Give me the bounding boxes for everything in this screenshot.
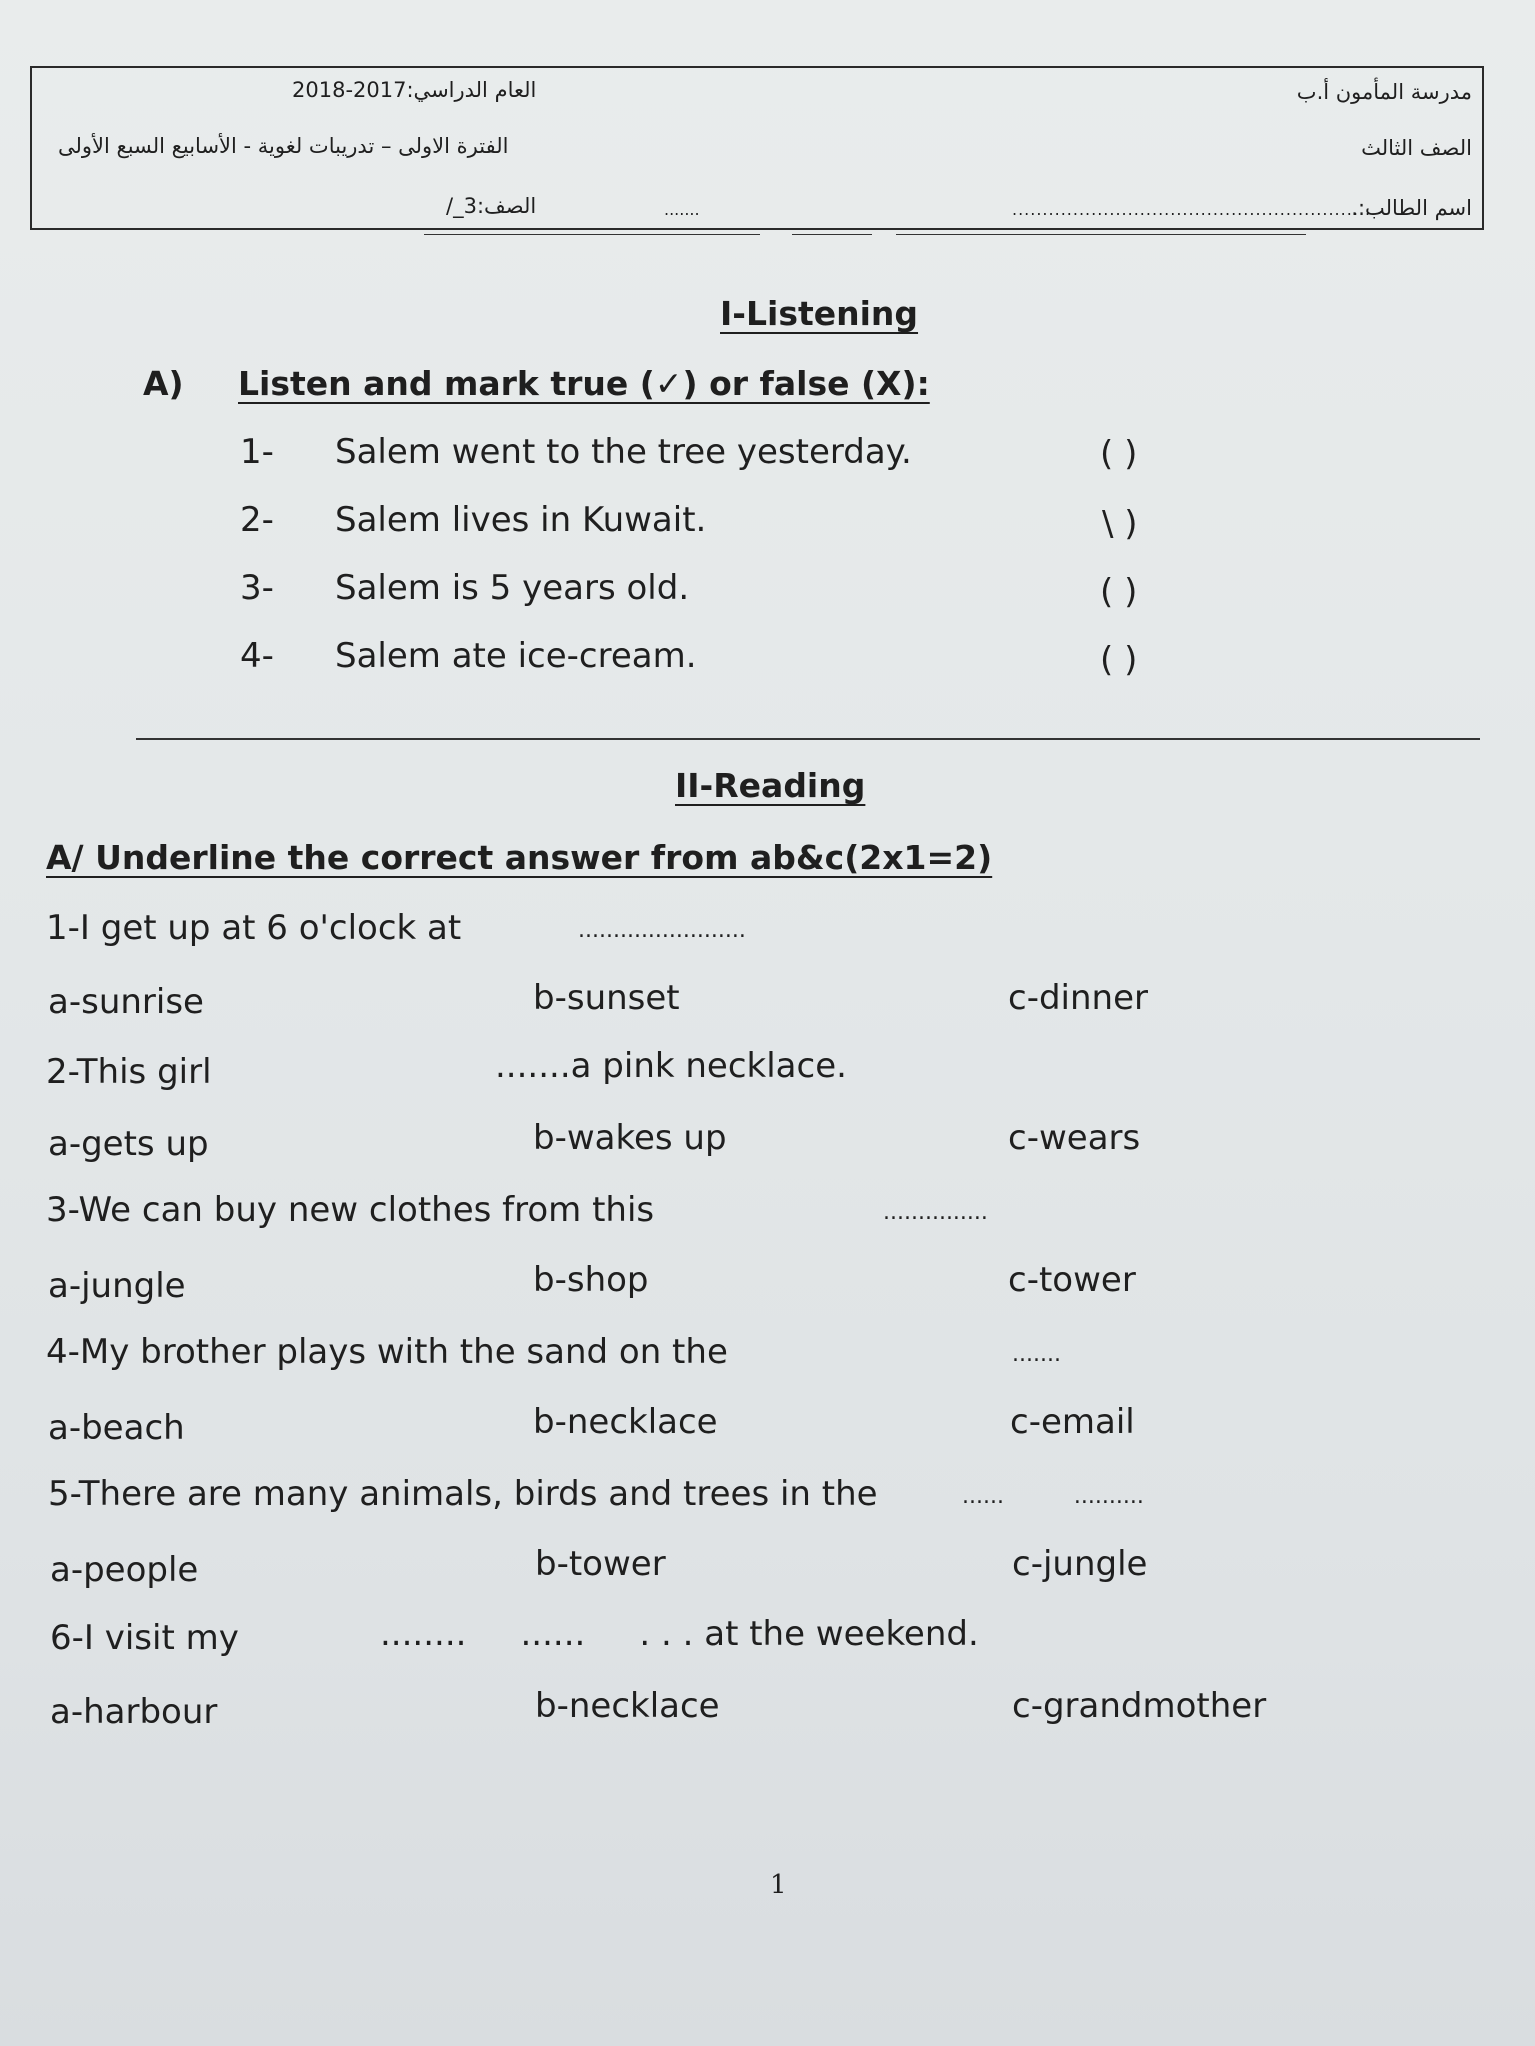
page-number: 1	[770, 1870, 787, 1900]
question-3-choice-a[interactable]: a-jungle	[48, 1266, 186, 1306]
class-label: الصف:3_/	[446, 194, 537, 218]
question-6-choice-a[interactable]: a-harbour	[50, 1692, 218, 1732]
listening-instruction: Listen and mark true (✓) or false (X):	[238, 364, 930, 403]
listening-item-4-num: 4-	[240, 636, 274, 676]
question-2-choice-c[interactable]: c-wears	[1008, 1118, 1141, 1158]
question-6-choice-c[interactable]: c-grandmother	[1012, 1686, 1267, 1726]
section-divider	[136, 738, 1480, 740]
question-1-text: 1-I get up at 6 o'clock at	[46, 908, 462, 948]
listening-item-1-text: Salem went to the tree yesterday.	[335, 432, 912, 472]
question-2-blank[interactable]: .......a pink necklace.	[495, 1046, 847, 1086]
listening-item-1-num: 1-	[240, 432, 274, 472]
question-1-choice-c[interactable]: c-dinner	[1008, 978, 1148, 1018]
question-4-text: 4-My brother plays with the sand on the	[46, 1332, 728, 1372]
question-4-choice-a[interactable]: a-beach	[48, 1408, 185, 1448]
question-3-choice-b[interactable]: b-shop	[533, 1260, 649, 1300]
grade: الصف الثالث	[1361, 136, 1472, 160]
listening-item-1-answer[interactable]: ( )	[1100, 434, 1138, 474]
student-name-dots: ...........................................................	[1012, 200, 1372, 219]
question-2-text: 2-This girl	[46, 1052, 212, 1092]
listening-part-label: A)	[143, 364, 184, 403]
question-3-blank[interactable]: ...............	[883, 1200, 988, 1225]
question-2-choice-a[interactable]: a-gets up	[48, 1124, 209, 1164]
school-name: مدرسة المأمون أ.ب	[1296, 80, 1472, 104]
reading-instruction: A/ Underline the correct answer from ab&c(2x1=2)	[46, 838, 993, 877]
question-6-blank[interactable]: ........ ...... . . . at the weekend.	[380, 1614, 979, 1654]
class-line-2	[792, 234, 872, 235]
question-4-blank[interactable]: .......	[1012, 1342, 1061, 1367]
question-1-choice-a[interactable]: a-sunrise	[48, 982, 204, 1022]
listening-item-2-text: Salem lives in Kuwait.	[335, 500, 707, 540]
listening-item-4-text: Salem ate ice-cream.	[335, 636, 697, 676]
question-3-choice-c[interactable]: c-tower	[1008, 1260, 1136, 1300]
question-1-choice-b[interactable]: b-sunset	[533, 978, 680, 1018]
question-5-text: 5-There are many animals, birds and trees in the	[48, 1474, 878, 1514]
question-5-choice-a[interactable]: a-people	[50, 1550, 199, 1590]
question-3-text: 3-We can buy new clothes from this	[46, 1190, 655, 1230]
question-5-choice-c[interactable]: c-jungle	[1012, 1544, 1148, 1584]
listening-item-3-text: Salem is 5 years old.	[335, 568, 690, 608]
question-6-text: 6-I visit my	[50, 1618, 239, 1658]
name-line	[896, 234, 1306, 235]
student-name-label: اسم الطالب:.	[1351, 196, 1472, 220]
question-5-choice-b[interactable]: b-tower	[535, 1544, 666, 1584]
class-line	[424, 234, 760, 235]
question-5-blank[interactable]: ...... ..........	[962, 1484, 1144, 1509]
academic-year: العام الدراسي:2017-2018	[292, 78, 537, 102]
listening-item-2-answer[interactable]: \ )	[1102, 504, 1138, 544]
listening-title: I-Listening	[720, 294, 919, 333]
class-dots: .......	[664, 200, 700, 219]
question-6-choice-b[interactable]: b-necklace	[535, 1686, 720, 1726]
reading-title: II-Reading	[675, 766, 866, 805]
question-4-choice-c[interactable]: c-email	[1010, 1402, 1135, 1442]
question-1-blank[interactable]: ........................	[578, 918, 746, 943]
listening-item-3-answer[interactable]: ( )	[1100, 572, 1138, 612]
listening-item-4-answer[interactable]: ( )	[1100, 640, 1138, 680]
listening-item-2-num: 2-	[240, 500, 274, 540]
period-title: الفترة الاولى – تدريبات لغوية - الأسابيع السبع الأولى	[58, 134, 509, 158]
question-4-choice-b[interactable]: b-necklace	[533, 1402, 718, 1442]
listening-item-3-num: 3-	[240, 568, 274, 608]
question-2-choice-b[interactable]: b-wakes up	[533, 1118, 727, 1158]
